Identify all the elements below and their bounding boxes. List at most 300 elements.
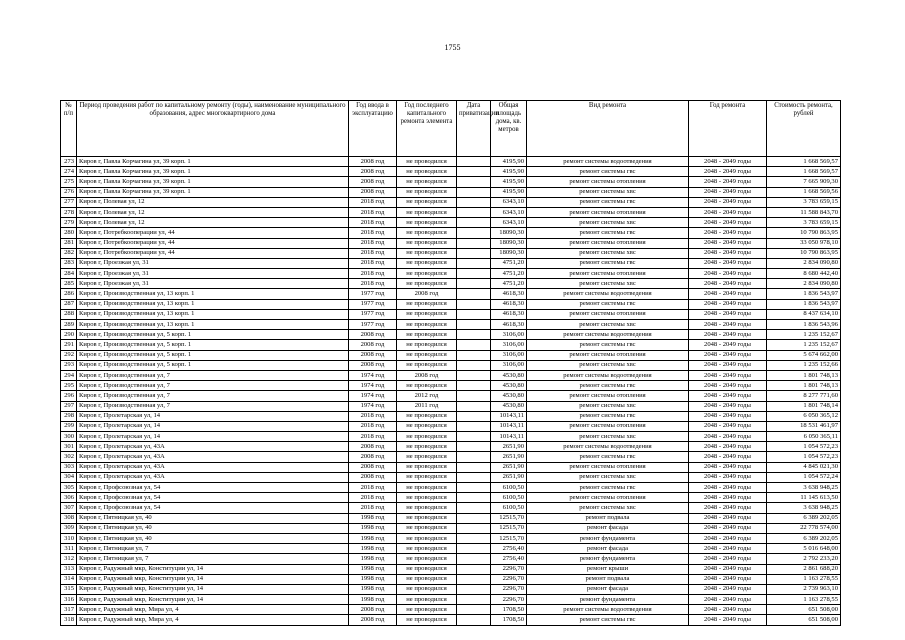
table-row — [61, 401, 841, 411]
table-row — [61, 157, 841, 167]
cell-area: 12515,70 — [491, 533, 527, 543]
cell-address: Киров г, Пролетарская ул, 14 — [77, 421, 349, 431]
cell-repair-period: 2048 - 2049 годы — [689, 421, 767, 431]
cell-area: 4530,80 — [491, 370, 527, 380]
cell-cost: 1 668 569,57 — [767, 167, 841, 177]
cell-privatization — [457, 207, 491, 217]
cell-num: 277 — [61, 197, 77, 207]
cell-cost: 3 638 948,25 — [767, 483, 841, 493]
table-row — [61, 167, 841, 177]
cell-repair-type: ремонт системы хвс — [527, 320, 689, 330]
cell-repair-type: ремонт фасада — [527, 523, 689, 533]
cell-cost: 8 277 771,60 — [767, 391, 841, 401]
cell-address: Киров г, Радужный мкр, Конституции ул, 14 — [77, 564, 349, 574]
cell-repair-type: ремонт системы хвс — [527, 279, 689, 289]
cell-num: 282 — [61, 248, 77, 258]
cell-num: 316 — [61, 595, 77, 605]
cell-privatization — [457, 381, 491, 391]
cell-last-repair: не проводился — [397, 595, 457, 605]
cell-last-repair: не проводился — [397, 564, 457, 574]
cell-repair-period: 2048 - 2049 годы — [689, 411, 767, 421]
cell-num: 307 — [61, 503, 77, 513]
cell-num: 298 — [61, 411, 77, 421]
cell-address: Киров г, Радужный мкр, Конституции ул, 14 — [77, 574, 349, 584]
table-row — [61, 483, 841, 493]
cell-repair-type: ремонт системы хвс — [527, 187, 689, 197]
cell-privatization — [457, 391, 491, 401]
cell-repair-type: ремонт системы водоотведения — [527, 330, 689, 340]
cell-cost: 6 050 365,11 — [767, 432, 841, 442]
table-row — [61, 421, 841, 431]
cell-privatization — [457, 299, 491, 309]
cell-repair-type: ремонт системы отопления — [527, 238, 689, 248]
cell-year-built: 2008 год — [349, 442, 397, 452]
cell-repair-type: ремонт системы отопления — [527, 350, 689, 360]
cell-privatization — [457, 523, 491, 533]
cell-repair-type: ремонт фасада — [527, 544, 689, 554]
cell-repair-period: 2048 - 2049 годы — [689, 584, 767, 594]
cell-num: 276 — [61, 187, 77, 197]
cell-num: 303 — [61, 462, 77, 472]
cell-area: 2296,70 — [491, 595, 527, 605]
cell-num: 281 — [61, 238, 77, 248]
cell-repair-type: ремонт подвала — [527, 513, 689, 523]
cell-repair-type: ремонт системы водоотведения — [527, 442, 689, 452]
cell-num: 305 — [61, 483, 77, 493]
cell-privatization — [457, 421, 491, 431]
cell-last-repair: не проводился — [397, 258, 457, 268]
cell-repair-type: ремонт системы отопления — [527, 391, 689, 401]
cell-repair-period: 2048 - 2049 годы — [689, 574, 767, 584]
cell-repair-type: ремонт системы гвс — [527, 483, 689, 493]
cell-repair-type: ремонт системы хвс — [527, 472, 689, 482]
cell-privatization — [457, 269, 491, 279]
cell-last-repair: не проводился — [397, 350, 457, 360]
cell-year-built: 1974 год — [349, 401, 397, 411]
header-area: Общая площадь дома, кв. метров — [491, 101, 527, 157]
cell-repair-type: ремонт системы гвс — [527, 167, 689, 177]
table-row — [61, 238, 841, 248]
cell-num: 297 — [61, 401, 77, 411]
cell-cost: 2 861 688,20 — [767, 564, 841, 574]
table-row — [61, 595, 841, 605]
cell-privatization — [457, 513, 491, 523]
cell-address: Киров г, Производственная ул, 5 корп. 1 — [77, 360, 349, 370]
cell-privatization — [457, 370, 491, 380]
cell-num: 313 — [61, 564, 77, 574]
cell-address: Киров г, Производственная ул, 13 корп. 1 — [77, 299, 349, 309]
cell-area: 4751,20 — [491, 269, 527, 279]
cell-privatization — [457, 442, 491, 452]
cell-repair-type: ремонт системы отопления — [527, 421, 689, 431]
cell-cost: 2 792 233,20 — [767, 554, 841, 564]
cell-year-built: 1998 год — [349, 595, 397, 605]
cell-num: 314 — [61, 574, 77, 584]
page-number: 1755 — [444, 43, 461, 52]
cell-year-built: 1998 год — [349, 523, 397, 533]
cell-privatization — [457, 218, 491, 228]
cell-num: 286 — [61, 289, 77, 299]
cell-privatization — [457, 248, 491, 258]
cell-year-built: 2018 год — [349, 207, 397, 217]
cell-address: Киров г, Пятницкая ул, 40 — [77, 513, 349, 523]
cell-area: 2651,90 — [491, 452, 527, 462]
cell-privatization — [457, 350, 491, 360]
cell-privatization — [457, 584, 491, 594]
cell-area: 18090,30 — [491, 238, 527, 248]
cell-repair-type: ремонт системы отопления — [527, 493, 689, 503]
header-address: Период проведения работ по капитальному ремонту (годы), наименование муниципального образования, адрес многоквартирного дома — [77, 101, 349, 157]
cell-num: 292 — [61, 350, 77, 360]
cell-year-built: 1998 год — [349, 584, 397, 594]
cell-last-repair: 2011 год — [397, 401, 457, 411]
cell-address: Киров г, Производственная ул, 5 корп. 1 — [77, 350, 349, 360]
cell-year-built: 1998 год — [349, 564, 397, 574]
cell-repair-period: 2048 - 2049 годы — [689, 381, 767, 391]
table-row — [61, 299, 841, 309]
cell-address: Киров г, Пятницкая ул, 40 — [77, 533, 349, 543]
header-cost: Стоимость ремонта, рублей — [767, 101, 841, 157]
cell-year-built: 2008 год — [349, 157, 397, 167]
cell-last-repair: не проводился — [397, 503, 457, 513]
cell-repair-period: 2048 - 2049 годы — [689, 167, 767, 177]
cell-privatization — [457, 503, 491, 513]
cell-last-repair: не проводился — [397, 269, 457, 279]
cell-repair-period: 2048 - 2049 годы — [689, 401, 767, 411]
cell-repair-period: 2048 - 2049 годы — [689, 360, 767, 370]
cell-repair-period: 2048 - 2049 годы — [689, 432, 767, 442]
cell-privatization — [457, 197, 491, 207]
cell-year-built: 2008 год — [349, 605, 397, 615]
cell-repair-type: ремонт системы отопления — [527, 309, 689, 319]
cell-num: 295 — [61, 381, 77, 391]
cell-privatization — [457, 411, 491, 421]
cell-cost: 1 801 748,14 — [767, 401, 841, 411]
cell-privatization — [457, 157, 491, 167]
cell-address: Киров г, Пролетарская ул, 14 — [77, 432, 349, 442]
cell-repair-period: 2048 - 2049 годы — [689, 289, 767, 299]
cell-repair-period: 2048 - 2049 годы — [689, 197, 767, 207]
table-row — [61, 523, 841, 533]
cell-area: 1708,50 — [491, 615, 527, 625]
cell-num: 300 — [61, 432, 77, 442]
cell-repair-period: 2048 - 2049 годы — [689, 248, 767, 258]
table-body — [61, 157, 841, 626]
cell-repair-period: 2048 - 2049 годы — [689, 615, 767, 625]
cell-cost: 3 783 659,15 — [767, 218, 841, 228]
cell-area: 4195,90 — [491, 177, 527, 187]
cell-address: Киров г, Павла Корчагина ул, 39 корп. 1 — [77, 187, 349, 197]
cell-repair-period: 2048 - 2049 годы — [689, 472, 767, 482]
cell-address: Киров г, Производственная ул, 7 — [77, 401, 349, 411]
cell-num: 304 — [61, 472, 77, 482]
cell-repair-period: 2048 - 2049 годы — [689, 533, 767, 543]
cell-repair-type: ремонт системы гвс — [527, 299, 689, 309]
cell-repair-type: ремонт системы хвс — [527, 360, 689, 370]
cell-repair-period: 2048 - 2049 годы — [689, 269, 767, 279]
cell-repair-period: 2048 - 2049 годы — [689, 309, 767, 319]
cell-privatization — [457, 320, 491, 330]
cell-area: 4618,30 — [491, 299, 527, 309]
cell-privatization — [457, 544, 491, 554]
cell-cost: 2 739 963,10 — [767, 584, 841, 594]
cell-repair-period: 2048 - 2049 годы — [689, 157, 767, 167]
cell-num: 301 — [61, 442, 77, 452]
cell-address: Киров г, Профсоюзная ул, 54 — [77, 503, 349, 513]
cell-cost: 1 668 569,56 — [767, 187, 841, 197]
cell-area: 4530,80 — [491, 401, 527, 411]
cell-repair-type: ремонт системы хвс — [527, 503, 689, 513]
cell-address: Киров г, Пролетарская ул, 43А — [77, 452, 349, 462]
cell-cost: 8 680 442,40 — [767, 269, 841, 279]
cell-num: 290 — [61, 330, 77, 340]
cell-cost: 1 235 152,67 — [767, 340, 841, 350]
cell-year-built: 2018 год — [349, 197, 397, 207]
cell-privatization — [457, 574, 491, 584]
cell-repair-type: ремонт системы водоотведения — [527, 289, 689, 299]
cell-repair-type: ремонт системы хвс — [527, 401, 689, 411]
table-row — [61, 544, 841, 554]
cell-year-built: 2008 год — [349, 330, 397, 340]
cell-num: 280 — [61, 228, 77, 238]
table-row — [61, 197, 841, 207]
cell-area: 6100,50 — [491, 493, 527, 503]
cell-area: 2756,40 — [491, 554, 527, 564]
cell-repair-period: 2048 - 2049 годы — [689, 564, 767, 574]
cell-year-built: 1998 год — [349, 544, 397, 554]
cell-cost: 2 834 090,80 — [767, 279, 841, 289]
cell-last-repair: не проводился — [397, 605, 457, 615]
table-row — [61, 207, 841, 217]
cell-cost: 651 508,00 — [767, 615, 841, 625]
cell-address: Киров г, Пролетарская ул, 43А — [77, 462, 349, 472]
cell-area: 4618,30 — [491, 309, 527, 319]
cell-year-built: 1977 год — [349, 299, 397, 309]
cell-num: 285 — [61, 279, 77, 289]
cell-area: 2296,70 — [491, 574, 527, 584]
cell-privatization — [457, 493, 491, 503]
cell-repair-type: ремонт системы гвс — [527, 340, 689, 350]
cell-address: Киров г, Производственная ул, 5 корп. 1 — [77, 330, 349, 340]
cell-cost: 5 016 648,00 — [767, 544, 841, 554]
cell-area: 2296,70 — [491, 564, 527, 574]
cell-repair-period: 2048 - 2049 годы — [689, 503, 767, 513]
cell-cost: 1 836 543,97 — [767, 299, 841, 309]
cell-address: Киров г, Проезжая ул, 31 — [77, 258, 349, 268]
cell-repair-period: 2048 - 2049 годы — [689, 493, 767, 503]
cell-year-built: 2008 год — [349, 452, 397, 462]
cell-address: Киров г, Радужный мкр, Конституции ул, 14 — [77, 595, 349, 605]
table-row — [61, 503, 841, 513]
cell-cost: 651 508,00 — [767, 605, 841, 615]
cell-address: Киров г, Павла Корчагина ул, 39 корп. 1 — [77, 167, 349, 177]
cell-privatization — [457, 228, 491, 238]
cell-privatization — [457, 340, 491, 350]
cell-last-repair: не проводился — [397, 615, 457, 625]
cell-area: 4195,90 — [491, 167, 527, 177]
cell-repair-type: ремонт фундамента — [527, 595, 689, 605]
cell-privatization — [457, 238, 491, 248]
cell-num: 311 — [61, 544, 77, 554]
cell-address: Киров г, Пятницкая ул, 7 — [77, 544, 349, 554]
cell-year-built: 2018 год — [349, 483, 397, 493]
cell-cost: 11 588 843,70 — [767, 207, 841, 217]
cell-last-repair: не проводился — [397, 207, 457, 217]
cell-cost: 1 235 152,66 — [767, 360, 841, 370]
cell-year-built: 2008 год — [349, 177, 397, 187]
cell-address: Киров г, Производственная ул, 13 корп. 1 — [77, 309, 349, 319]
cell-last-repair: не проводился — [397, 544, 457, 554]
table-row — [61, 258, 841, 268]
cell-last-repair: не проводился — [397, 167, 457, 177]
cell-repair-type: ремонт системы водоотведения — [527, 157, 689, 167]
cell-num: 309 — [61, 523, 77, 533]
cell-cost: 1 163 278,55 — [767, 595, 841, 605]
table-row — [61, 218, 841, 228]
cell-cost: 10 790 863,95 — [767, 228, 841, 238]
cell-area: 2756,40 — [491, 544, 527, 554]
cell-year-built: 1974 год — [349, 381, 397, 391]
cell-last-repair: не проводился — [397, 442, 457, 452]
cell-last-repair: не проводился — [397, 187, 457, 197]
cell-year-built: 2008 год — [349, 615, 397, 625]
cell-num: 284 — [61, 269, 77, 279]
header-repair-type: Вид ремонта — [527, 101, 689, 157]
cell-num: 294 — [61, 370, 77, 380]
cell-address: Киров г, Производственная ул, 7 — [77, 391, 349, 401]
cell-area: 2296,70 — [491, 584, 527, 594]
cell-year-built: 2018 год — [349, 279, 397, 289]
cell-year-built: 1998 год — [349, 513, 397, 523]
cell-year-built: 2018 год — [349, 258, 397, 268]
table-row — [61, 442, 841, 452]
cell-privatization — [457, 472, 491, 482]
cell-last-repair: не проводился — [397, 340, 457, 350]
cell-last-repair: не проводился — [397, 411, 457, 421]
cell-cost: 11 145 613,50 — [767, 493, 841, 503]
cell-last-repair: не проводился — [397, 533, 457, 543]
cell-cost: 1 668 569,57 — [767, 157, 841, 167]
cell-num: 312 — [61, 554, 77, 564]
cell-area: 4530,80 — [491, 381, 527, 391]
cell-last-repair: не проводился — [397, 483, 457, 493]
cell-repair-type: ремонт крыши — [527, 564, 689, 574]
cell-repair-period: 2048 - 2049 годы — [689, 370, 767, 380]
cell-num: 288 — [61, 309, 77, 319]
cell-repair-period: 2048 - 2049 годы — [689, 523, 767, 533]
cell-repair-type: ремонт системы гвс — [527, 197, 689, 207]
cell-last-repair: не проводился — [397, 462, 457, 472]
table-row — [61, 391, 841, 401]
cell-cost: 6 050 365,12 — [767, 411, 841, 421]
cell-last-repair: не проводился — [397, 299, 457, 309]
table-header — [61, 101, 841, 157]
header-privatization: Дата приватизации — [457, 101, 491, 157]
cell-address: Киров г, Радужный мкр, Конституции ул, 14 — [77, 584, 349, 594]
cell-privatization — [457, 258, 491, 268]
cell-last-repair: не проводился — [397, 421, 457, 431]
table-row — [61, 605, 841, 615]
table-row — [61, 381, 841, 391]
cell-area: 4195,90 — [491, 187, 527, 197]
cell-repair-period: 2048 - 2049 годы — [689, 330, 767, 340]
cell-privatization — [457, 167, 491, 177]
cell-area: 3106,00 — [491, 350, 527, 360]
cell-last-repair: не проводился — [397, 309, 457, 319]
cell-last-repair: не проводился — [397, 320, 457, 330]
cell-num: 274 — [61, 167, 77, 177]
cell-last-repair: 2012 год — [397, 391, 457, 401]
cell-address: Киров г, Производственная ул, 7 — [77, 370, 349, 380]
table-row — [61, 370, 841, 380]
cell-address: Киров г, Пролетарская ул, 43А — [77, 472, 349, 482]
cell-repair-type: ремонт системы гвс — [527, 615, 689, 625]
cell-address: Киров г, Полевая ул, 12 — [77, 197, 349, 207]
table-row — [61, 289, 841, 299]
cell-num: 317 — [61, 605, 77, 615]
cell-last-repair: не проводился — [397, 177, 457, 187]
cell-year-built: 2008 год — [349, 187, 397, 197]
cell-address: Киров г, Профсоюзная ул, 54 — [77, 493, 349, 503]
cell-repair-period: 2048 - 2049 годы — [689, 218, 767, 228]
table-row — [61, 513, 841, 523]
cell-address: Киров г, Потребкооперации ул, 44 — [77, 228, 349, 238]
cell-address: Киров г, Радужный мкр, Мира ул, 4 — [77, 615, 349, 625]
cell-repair-period: 2048 - 2049 годы — [689, 452, 767, 462]
cell-cost: 7 665 909,30 — [767, 177, 841, 187]
cell-repair-period: 2048 - 2049 годы — [689, 554, 767, 564]
cell-year-built: 2018 год — [349, 269, 397, 279]
cell-area: 4530,80 — [491, 391, 527, 401]
cell-year-built: 1977 год — [349, 320, 397, 330]
cell-repair-period: 2048 - 2049 годы — [689, 258, 767, 268]
cell-privatization — [457, 432, 491, 442]
cell-last-repair: не проводился — [397, 279, 457, 289]
cell-area: 2651,90 — [491, 472, 527, 482]
cell-year-built: 2018 год — [349, 228, 397, 238]
cell-repair-period: 2048 - 2049 годы — [689, 442, 767, 452]
cell-num: 273 — [61, 157, 77, 167]
cell-last-repair: не проводился — [397, 330, 457, 340]
cell-repair-type: ремонт системы отопления — [527, 207, 689, 217]
cell-privatization — [457, 595, 491, 605]
cell-year-built: 2018 год — [349, 238, 397, 248]
cell-privatization — [457, 279, 491, 289]
cell-area: 6100,50 — [491, 483, 527, 493]
cell-cost: 6 389 202,05 — [767, 533, 841, 543]
cell-privatization — [457, 615, 491, 625]
cell-num: 293 — [61, 360, 77, 370]
cell-last-repair: не проводился — [397, 157, 457, 167]
cell-num: 283 — [61, 258, 77, 268]
cell-area: 6343,10 — [491, 197, 527, 207]
cell-address: Киров г, Пятницкая ул, 7 — [77, 554, 349, 564]
cell-address: Киров г, Павла Корчагина ул, 39 корп. 1 — [77, 177, 349, 187]
cell-year-built: 1998 год — [349, 533, 397, 543]
cell-last-repair: не проводился — [397, 218, 457, 228]
table-row — [61, 493, 841, 503]
cell-year-built: 2008 год — [349, 462, 397, 472]
cell-last-repair: не проводился — [397, 248, 457, 258]
cell-repair-period: 2048 - 2049 годы — [689, 513, 767, 523]
cell-num: 308 — [61, 513, 77, 523]
cell-repair-type: ремонт системы водоотведения — [527, 605, 689, 615]
cell-address: Киров г, Профсоюзная ул, 54 — [77, 483, 349, 493]
cell-area: 2651,90 — [491, 442, 527, 452]
cell-year-built: 2018 год — [349, 421, 397, 431]
cell-last-repair: не проводился — [397, 554, 457, 564]
cell-area: 4195,90 — [491, 157, 527, 167]
